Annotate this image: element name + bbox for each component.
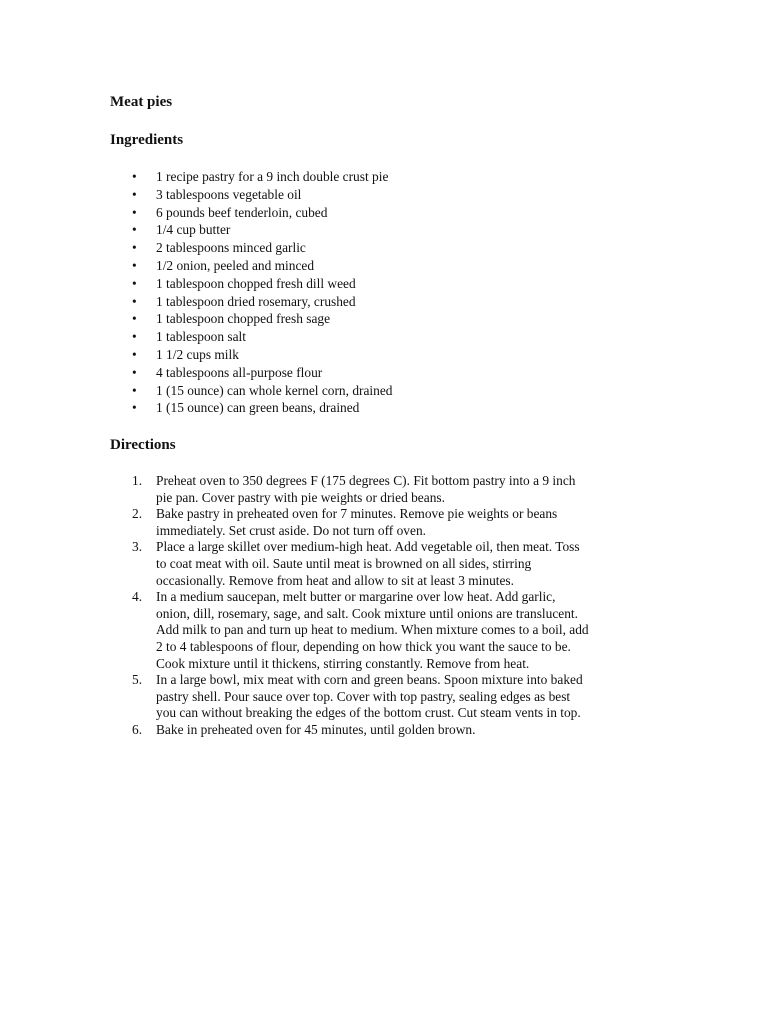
directions-list <box>110 473 670 739</box>
ingredients-list <box>110 168 670 417</box>
step-number: 3. <box>132 539 143 555</box>
step-number: 5. <box>132 672 143 688</box>
ingredient-item: • 1 1/2 cups milk <box>110 346 670 364</box>
ingredient-item: • 1/2 onion, peeled and minced <box>110 257 670 275</box>
step-text-line: Bake in preheated oven for 45 minutes, until golden brown. <box>156 721 476 737</box>
ingredients-heading: Ingredients <box>110 132 184 148</box>
step-text-line: occasionally. Remove from heat and allow to sit at least 3 minutes. <box>156 572 514 588</box>
step-text-line: pastry shell. Pour sauce over top. Cover with top pastry, sealing edges as best <box>156 688 571 704</box>
direction-step <box>110 539 670 589</box>
step-number: 2. <box>132 506 143 522</box>
ingredient-item: • 2 tablespoons minced garlic <box>110 239 670 257</box>
step-number: 6. <box>132 721 143 737</box>
direction-step <box>110 506 670 539</box>
ingredient-item: • 6 pounds beef tenderloin, cubed <box>110 204 670 222</box>
direction-step <box>110 672 670 722</box>
direction-step <box>110 473 670 506</box>
ingredient-item: • 1 tablespoon salt <box>110 328 670 346</box>
direction-step <box>110 722 670 739</box>
step-text-line: onion, dill, rosemary, sage, and salt. Cook mixture until onions are translucent. <box>156 605 578 621</box>
ingredient-item: • 1 (15 ounce) can green beans, drained <box>110 399 670 417</box>
directions-heading: Directions <box>110 437 176 453</box>
ingredient-item: • 3 tablespoons vegetable oil <box>110 186 670 204</box>
direction-step <box>110 589 670 672</box>
ingredient-item: • 1 tablespoon chopped fresh dill weed <box>110 275 670 293</box>
step-text-line: to coat meat with oil. Saute until meat is browned on all sides, stirring <box>156 555 532 571</box>
step-number: 1. <box>132 473 143 488</box>
ingredient-item: • 1 tablespoon dried rosemary, crushed <box>110 293 670 311</box>
step-text-line: pie pan. Cover pastry with pie weights or dried beans. <box>156 489 445 505</box>
step-text-line: Bake pastry in preheated oven for 7 minutes. Remove pie weights or beans <box>156 506 558 522</box>
step-text-line: Preheat oven to 350 degrees F (175 degrees C). Fit bottom pastry into a 9 inch <box>156 473 576 488</box>
step-text-line: In a large bowl, mix meat with corn and green beans. Spoon mixture into baked <box>156 672 583 688</box>
ingredient-item: • 4 tablespoons all-purpose flour <box>110 364 670 382</box>
recipe-title: Meat pies <box>110 94 173 110</box>
step-text-line: immediately. Set crust aside. Do not turn off oven. <box>156 522 426 538</box>
step-text-line: 2 to 4 tablespoons of flour, depending on how thick you want the sauce to be. <box>156 638 571 654</box>
step-text-line: you can without breaking the edges of the bottom crust. Cut steam vents in top. <box>156 705 581 721</box>
step-text-line: Add milk to pan and turn up heat to medium. When mixture comes to a boil, add <box>156 622 589 638</box>
ingredient-item: • 1 tablespoon chopped fresh sage <box>110 310 670 328</box>
ingredient-item: • 1 (15 ounce) can whole kernel corn, drained <box>110 382 670 400</box>
step-text-line: Place a large skillet over medium-high heat. Add vegetable oil, then meat. Toss <box>156 539 580 555</box>
step-text-line: In a medium saucepan, melt butter or margarine over low heat. Add garlic, <box>156 589 556 605</box>
step-number: 4. <box>132 589 143 605</box>
step-text-line: Cook mixture until it thickens, stirring constantly. Remove from heat. <box>156 655 530 671</box>
ingredient-item: • 1/4 cup butter <box>110 221 670 239</box>
ingredient-item: • 1 recipe pastry for a 9 inch double crust pie <box>110 168 670 186</box>
